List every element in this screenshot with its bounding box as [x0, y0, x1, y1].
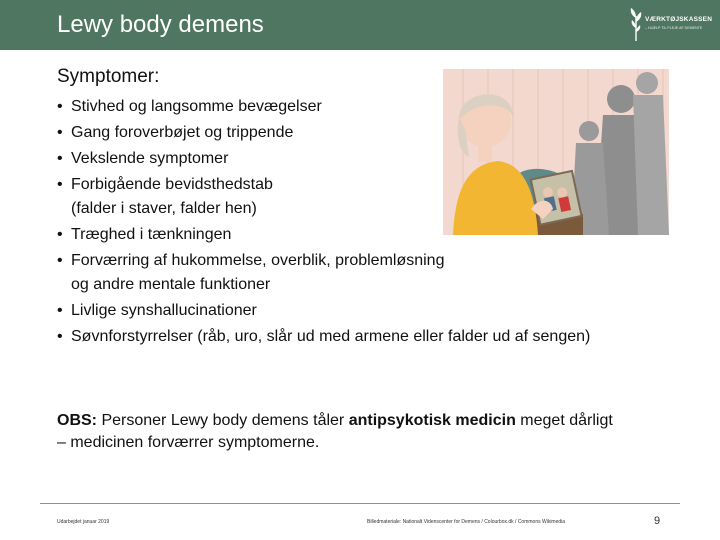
plant-sprig-icon — [628, 6, 644, 42]
list-item-text: Træghed i tænkningen — [71, 226, 232, 243]
logo-tagline: – HJÆLP TIL PLEJE AF DEMENTE — [645, 26, 703, 30]
bullet-marker: • — [57, 176, 63, 193]
bullet-marker: • — [57, 328, 63, 345]
list-item-text: Stivhed og langsomme bevægelser — [71, 98, 322, 115]
list-item-text: Livlige synshallucinationer — [71, 302, 257, 319]
bullet-marker: • — [57, 302, 63, 319]
obs-note — [57, 410, 617, 454]
list-item — [57, 249, 451, 297]
bullet-marker: • — [57, 98, 63, 115]
footer-credits: Billedmateriale: Nationalt Videnscenter for Demens / Colourbox.dk / Commons Wikimedia — [367, 519, 566, 525]
footer-date: Udarbejdet januar 2019 — [57, 519, 110, 525]
logo — [628, 6, 714, 44]
list-item — [57, 299, 617, 323]
footer-rule — [40, 503, 680, 504]
list-item-text: Vekslende symptomer — [71, 150, 229, 167]
bullet-marker: • — [57, 226, 63, 243]
bullet-marker: • — [57, 150, 63, 167]
obs-emphasis: antipsykotisk medicin — [348, 412, 516, 429]
list-item-text: Forværring af hukommelse, overblik, problemløsning og andre mentale funktioner — [71, 252, 445, 293]
bullet-marker: • — [57, 252, 63, 269]
obs-text-after: meget dårligt – medicinen forværrer symptomerne. — [57, 412, 613, 451]
logo-name: VÆRKTØJSKASSEN — [645, 16, 713, 23]
list-item — [57, 173, 291, 221]
section-heading: Symptomer: — [57, 66, 160, 87]
list-item-text: Forbigående bevidsthedstab (falder i staver, falder hen) — [71, 176, 273, 217]
bullet-marker: • — [57, 124, 63, 141]
list-item-text: Søvnforstyrrelser (råb, uro, slår ud med armene eller falder ud af sengen) — [71, 328, 591, 345]
header-bar — [0, 0, 720, 50]
illustration-woman-with-photo — [443, 69, 669, 235]
page-number: 9 — [654, 515, 661, 527]
list-item-text: Gang foroverbøjet og trippende — [71, 124, 294, 141]
slide-title: Lewy body demens — [57, 11, 264, 38]
list-item — [57, 325, 616, 349]
obs-text-before: Personer Lewy body demens tåler — [97, 412, 349, 429]
obs-label: OBS: — [57, 412, 97, 429]
